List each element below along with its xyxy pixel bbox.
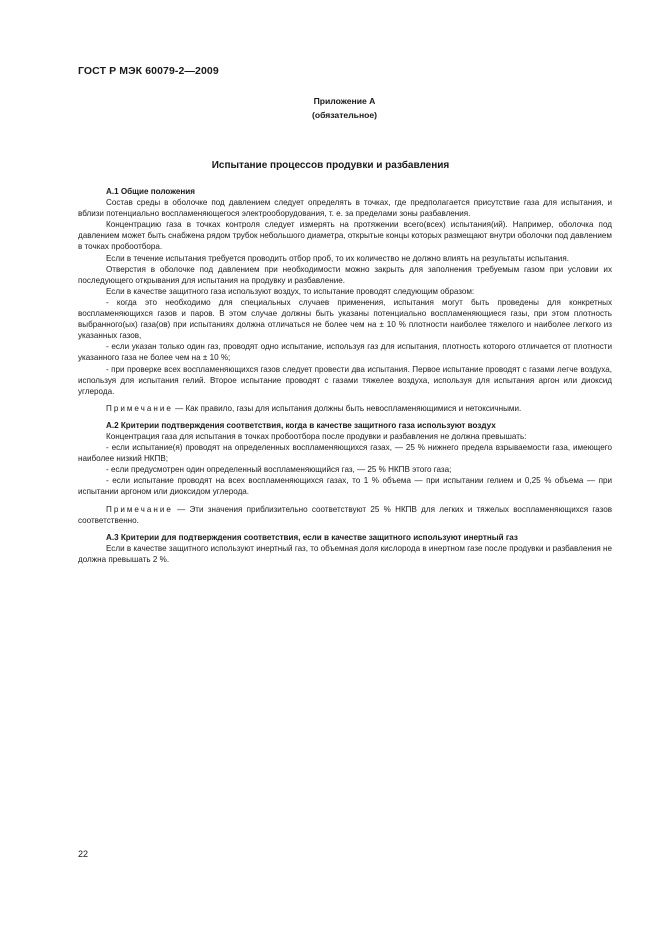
paragraph: Отверстия в оболочке под давлением при необходимости можно закрыть для заполнения требуемым газом при условии их последующего открывания для испытания на продувку и разбавление. — [78, 264, 612, 285]
list-item: - если испытание(я) проводят на определенных воспламеняющихся газах, — 25 % нижнего предела взрываемости газа, имеющего наиболее низкий НКПВ; — [78, 443, 612, 464]
document-header: ГОСТ Р МЭК 60079-2—2009 — [78, 65, 219, 77]
section-heading-a2: А.2 Критерии подтверждения соответствия, когда в качестве защитного газа используют воздух — [106, 420, 496, 430]
paragraph: Если в течение испытания требуется проводить отбор проб, то их количество не должно влиять на результаты испытания. — [106, 253, 569, 263]
annex-title: Приложение А — [313, 96, 376, 106]
list-item: - когда это необходимо для специальных случаев применения, испытания могут быть проведены для конкретных воспламеняющихся газов и паров. В этом случае должны быть указаны потенциально воспламеняющиеся газы, при этом плотность выбранного(ых) газа(ов) при испытаниях должна отличаться не более чем на ± 10 % плотности наиболее тяжелого и наиболее легкого из указанных газов, — [78, 297, 612, 341]
main-title: Испытание процессов продувки и разбавления — [211, 160, 450, 171]
list-item: - если испытание проводят на всех воспламеняющихся газах, то 1 % объема — при испытании гелием и 0,25 % объема — при испытании аргоном или диоксидом углерода. — [78, 476, 612, 497]
paragraph: Концентрацию газа в точках контроля следует измерять на протяжении всего(всех) испытания(ий). Например, оболочка под давлением может быть снабжена рядом трубок небольшого диаметра, открытые концы которых размещают внутри оболочки под давлением в точках пробоотбора. — [78, 220, 612, 252]
note-label: Примечание — [106, 504, 173, 514]
section-heading-a3: А.3 Критерии для подтверждения соответствия, если в качестве защитного используют инертный газ — [106, 532, 518, 542]
paragraph: Если в качестве защитного используют инертный газ, то объемная доля кислорода в инертном газе после продувки и разбавления не должна превышать 2 %. — [78, 543, 612, 564]
note-text: — Как правило, газы для испытания должны быть невоспламеняющимися и нетоксичными. — [172, 403, 522, 413]
list-item: - при проверке всех воспламеняющихся газов следует провести два испытания. Первое испытание проводят с газами легче воздуха, используя для испытания гелий. Второе испытание проводят с газами тяжелее воздуха, используя для испытания аргон или диоксид углерода. — [78, 364, 612, 396]
note-a1 — [78, 403, 612, 414]
paragraph: Состав среды в оболочке под давлением следует определять в точках, где предполагается присутствие газа для испытания, и вблизи потенциально воспламеняющегося электрооборудования, т. е. за пределами зоны разбавления. — [78, 198, 612, 219]
paragraph: Если в качестве защитного газа используют воздух, то испытание проводят следующим образом: — [106, 286, 475, 296]
page-number: 22 — [78, 849, 89, 859]
list-item: - если указан только один газ, проводят одно испытание, используя газ для испытания, плотность которого отличается от плотности указанного газа не более чем на ± 10 %; — [78, 342, 612, 363]
note-label: Примечание — [106, 403, 173, 413]
paragraph: Концентрация газа для испытания в точках пробоотбора после продувки и разбавления не должна превышать: — [106, 431, 527, 441]
note-a2 — [78, 504, 612, 526]
annex-status: (обязательное) — [311, 110, 378, 120]
list-item: - если предусмотрен один определенный воспламеняющийся газ, — 25 % НКПВ этого газа; — [106, 465, 452, 475]
section-heading-a1: А.1 Общие положения — [106, 187, 195, 196]
document-body — [78, 186, 612, 565]
note-text: — Эти значения приблизительно соответствуют 25 % НКПВ для легких и тяжелых воспламеняющихся газов соответственно. — [78, 504, 612, 525]
